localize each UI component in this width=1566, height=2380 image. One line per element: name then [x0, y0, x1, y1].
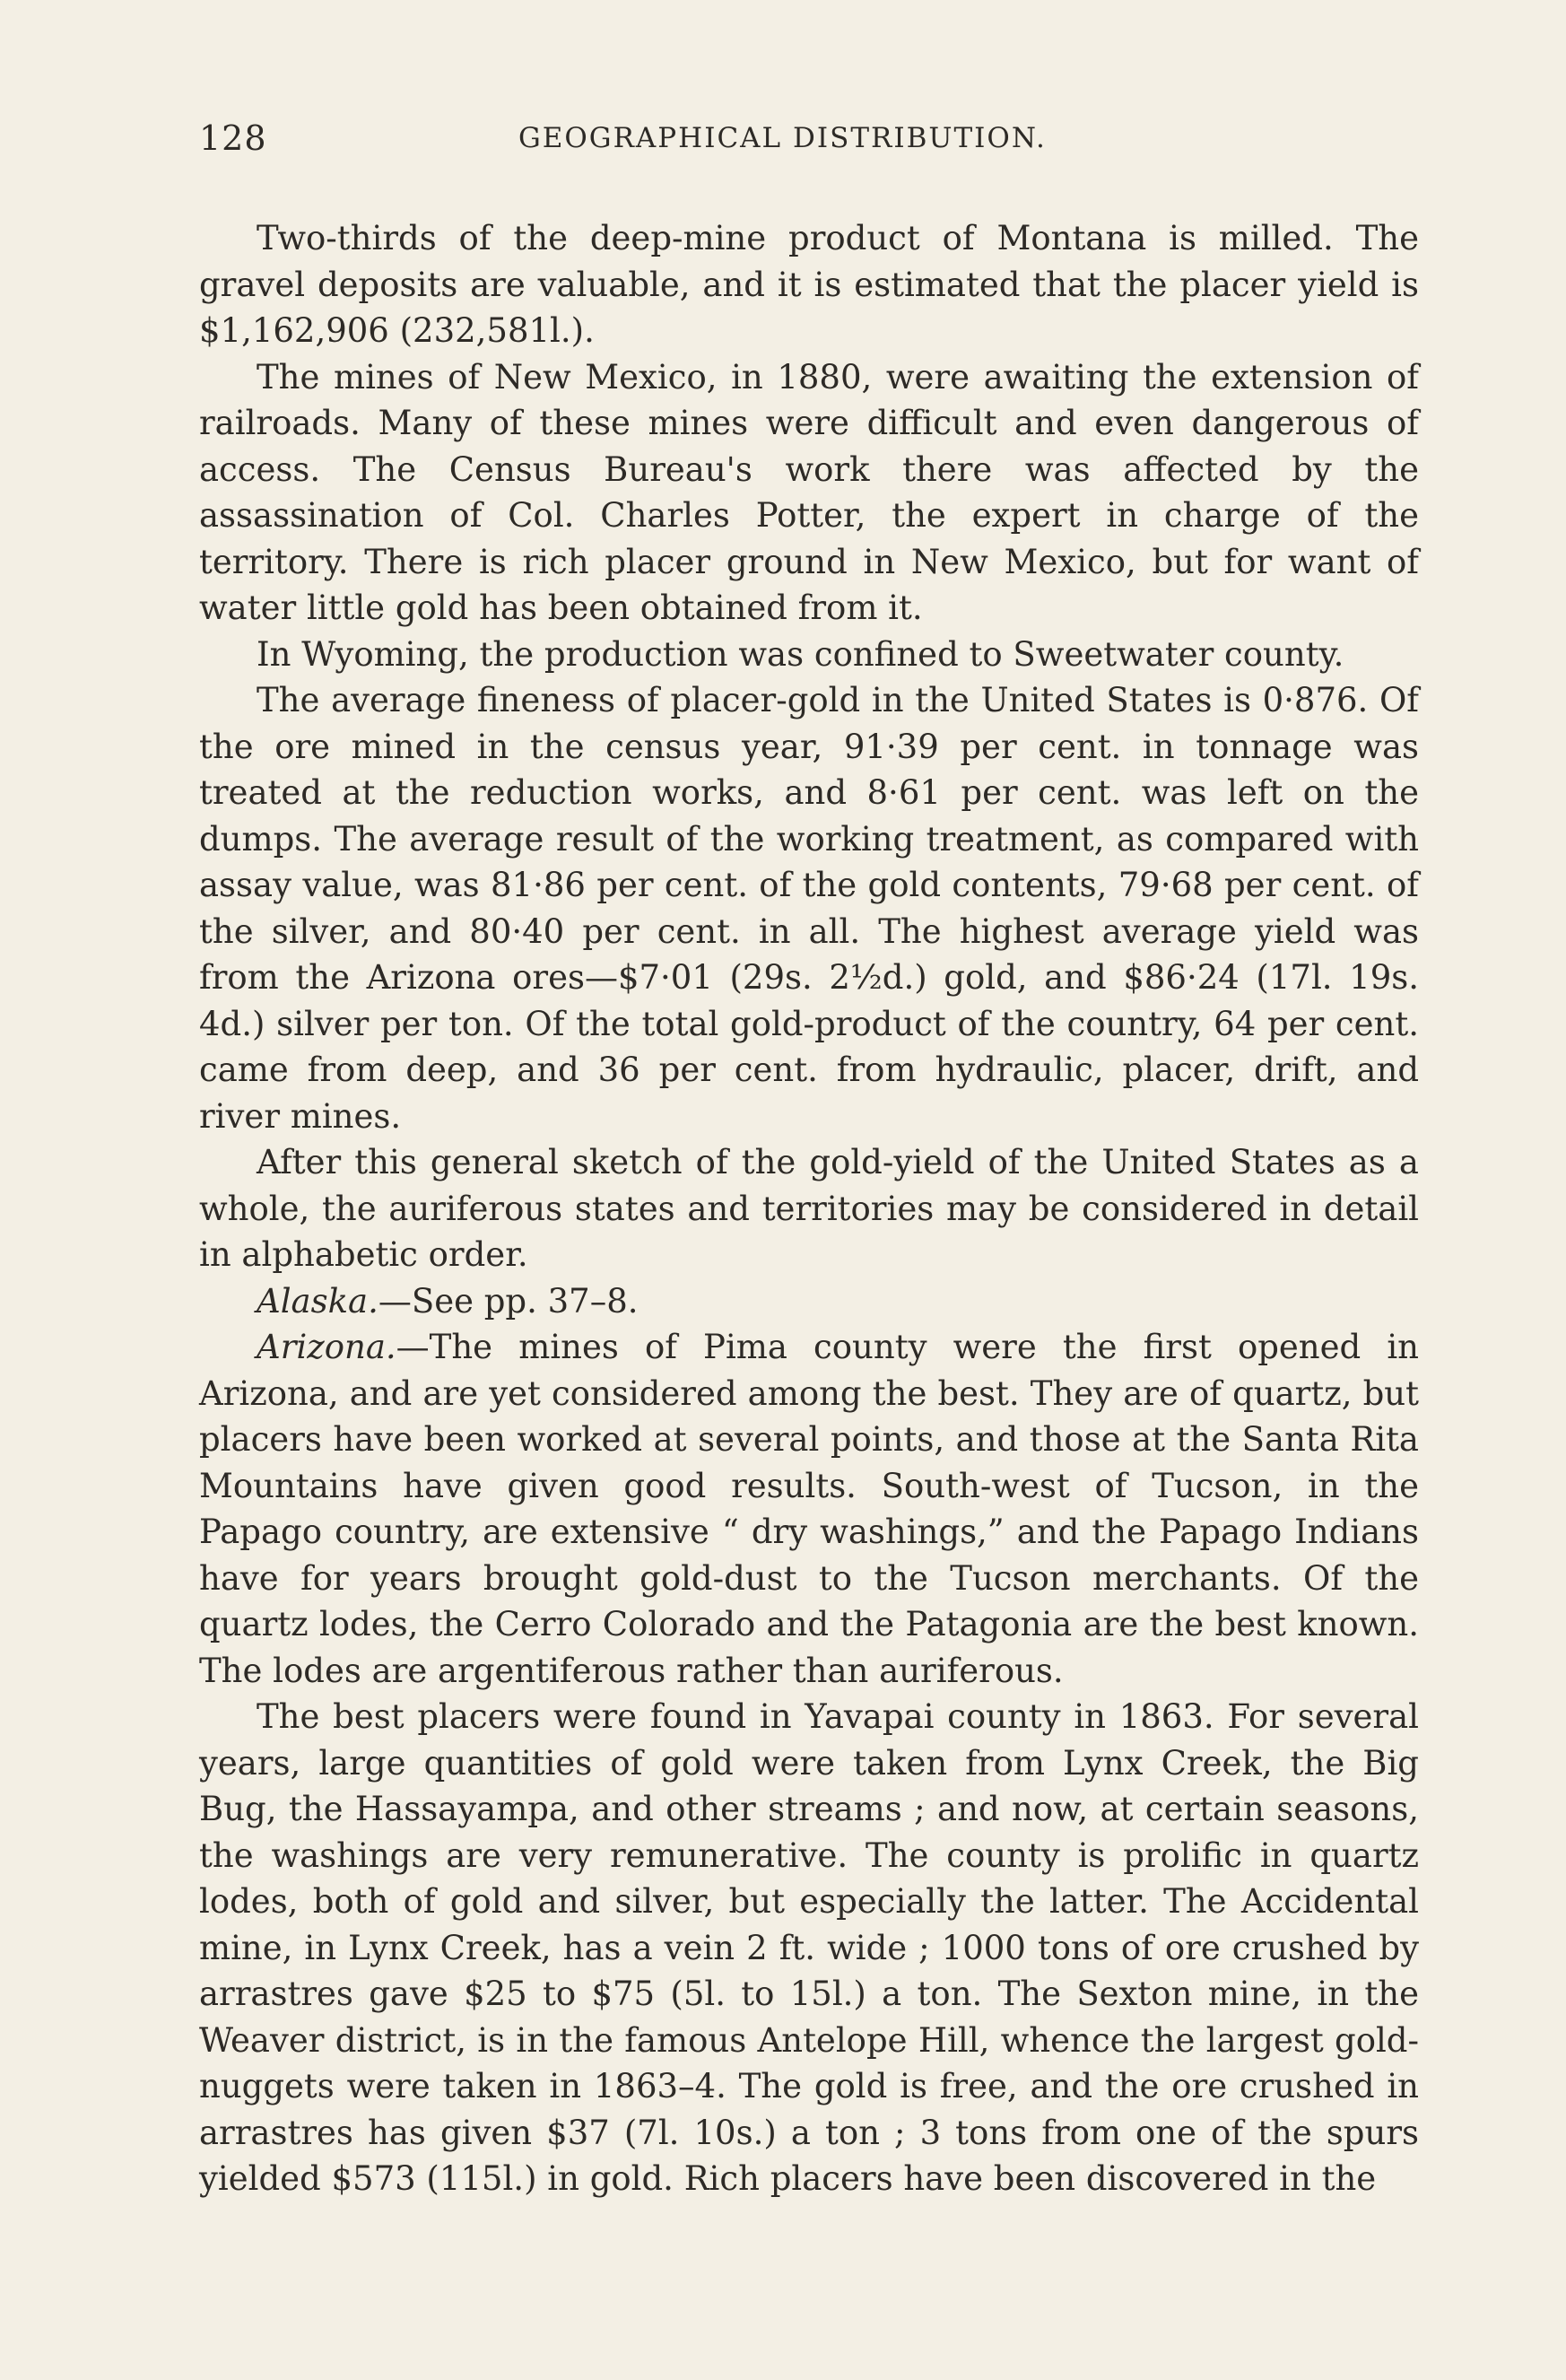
paragraph-text: —The mines of Pima county were the first opened in Arizona, and are yet considered among the best. They are of quartz, but placers have been worked at several points, and those at the Santa Rita Mountains have given good results. South-west of Tucson, in the Papago country, are extensive “ dry washings,” and the Papago Indians have for years brought gold-dust to the Tucson merchants. Of the quartz lodes, the Cerro Colorado and the Patagonia are the best known. The lodes are argentiferous rather than auriferous. — [199, 1328, 1419, 1690]
paragraph-new-mexico — [199, 354, 1419, 632]
paragraph-montana — [199, 215, 1419, 354]
section-lead-arizona: Arizona. — [257, 1328, 396, 1366]
paragraph-arizona — [199, 1324, 1419, 1694]
paragraph-alaska — [199, 1278, 1419, 1325]
paragraph-general-sketch — [199, 1139, 1419, 1278]
paragraph-wyoming — [199, 632, 1419, 678]
paragraph-fineness — [199, 677, 1419, 1139]
paragraph-yavapai — [199, 1694, 1419, 2202]
paragraph-text: The average fineness of placer-gold in the United States is 0·876. Of the ore mined in the census year, 91·39 per cent. in tonnage was treated at the reduction works, and 8·61 per cent. was left on the dumps. The average result of the working treatment, as compared with assay value, was 81·86 per cent. of the gold contents, 79·68 per cent. of the silver, and 80·40 per cent. in all. The highest average yield was from the Arizona ores—$7·01 (29s. 2½d.) gold, and $86·24 (17l. 19s. 4d.) silver per ton. Of the total gold-product of the country, 64 per cent. came from deep, and 36 per cent. from hydraulic, placer, drift, and river mines. — [199, 681, 1419, 1136]
paragraph-text: After this general sketch of the gold-yield of the United States as a whole, the auriferous states and territories may be considered in detail in alphabetic order. — [199, 1143, 1419, 1274]
section-lead-alaska: Alaska. — [257, 1281, 378, 1321]
running-head: GEOGRAPHICAL DISTRIBUTION. — [518, 122, 1047, 154]
paragraph-text: In Wyoming, the production was confined to Sweetwater county. — [257, 634, 1344, 674]
paragraph-text: The mines of New Mexico, in 1880, were awaiting the extension of railroads. Many of these mines were difficult and even dangerous of access. The Census Bureau's work there was affected by the assassination of Col. Charles Potter, the expert in charge of the territory. There is rich placer ground in New Mexico, but for want of water little gold has been obtained from it. — [199, 357, 1419, 627]
body-text — [199, 215, 1419, 2202]
page-header — [199, 118, 1419, 176]
paragraph-text: Two-thirds of the deep-mine product of Montana is milled. The gravel deposits are valuable, and it is estimated that the placer yield is $1,162,906 (232,581l.). — [199, 219, 1419, 350]
paragraph-text: The best placers were found in Yavapai county in 1863. For several years, large quantities of gold were taken from Lynx Creek, the Big Bug, the Hassayampa, and other streams ; and now, at certain seasons, the washings are very remunerative. The county is prolific in quartz lodes, both of gold and silver, but especially the latter. The Accidental mine, in Lynx Creek, has a vein 2 ft. wide ; 1000 tons of ore crushed by arrastres gave $25 to $75 (5l. to 15l.) a ton. The Sexton mine, in the Weaver district, is in the famous Antelope Hill, whence the largest gold-nuggets were taken in 1863–4. The gold is free, and the ore crushed in arrastres has given $37 (7l. 10s.) a ton ; 3 tons from one of the spurs yielded $573 (115l.) in gold. Rich placers have been discovered in the — [199, 1697, 1419, 2198]
page-number: 128 — [199, 118, 267, 158]
paragraph-text: —See pp. 37–8. — [378, 1281, 639, 1321]
